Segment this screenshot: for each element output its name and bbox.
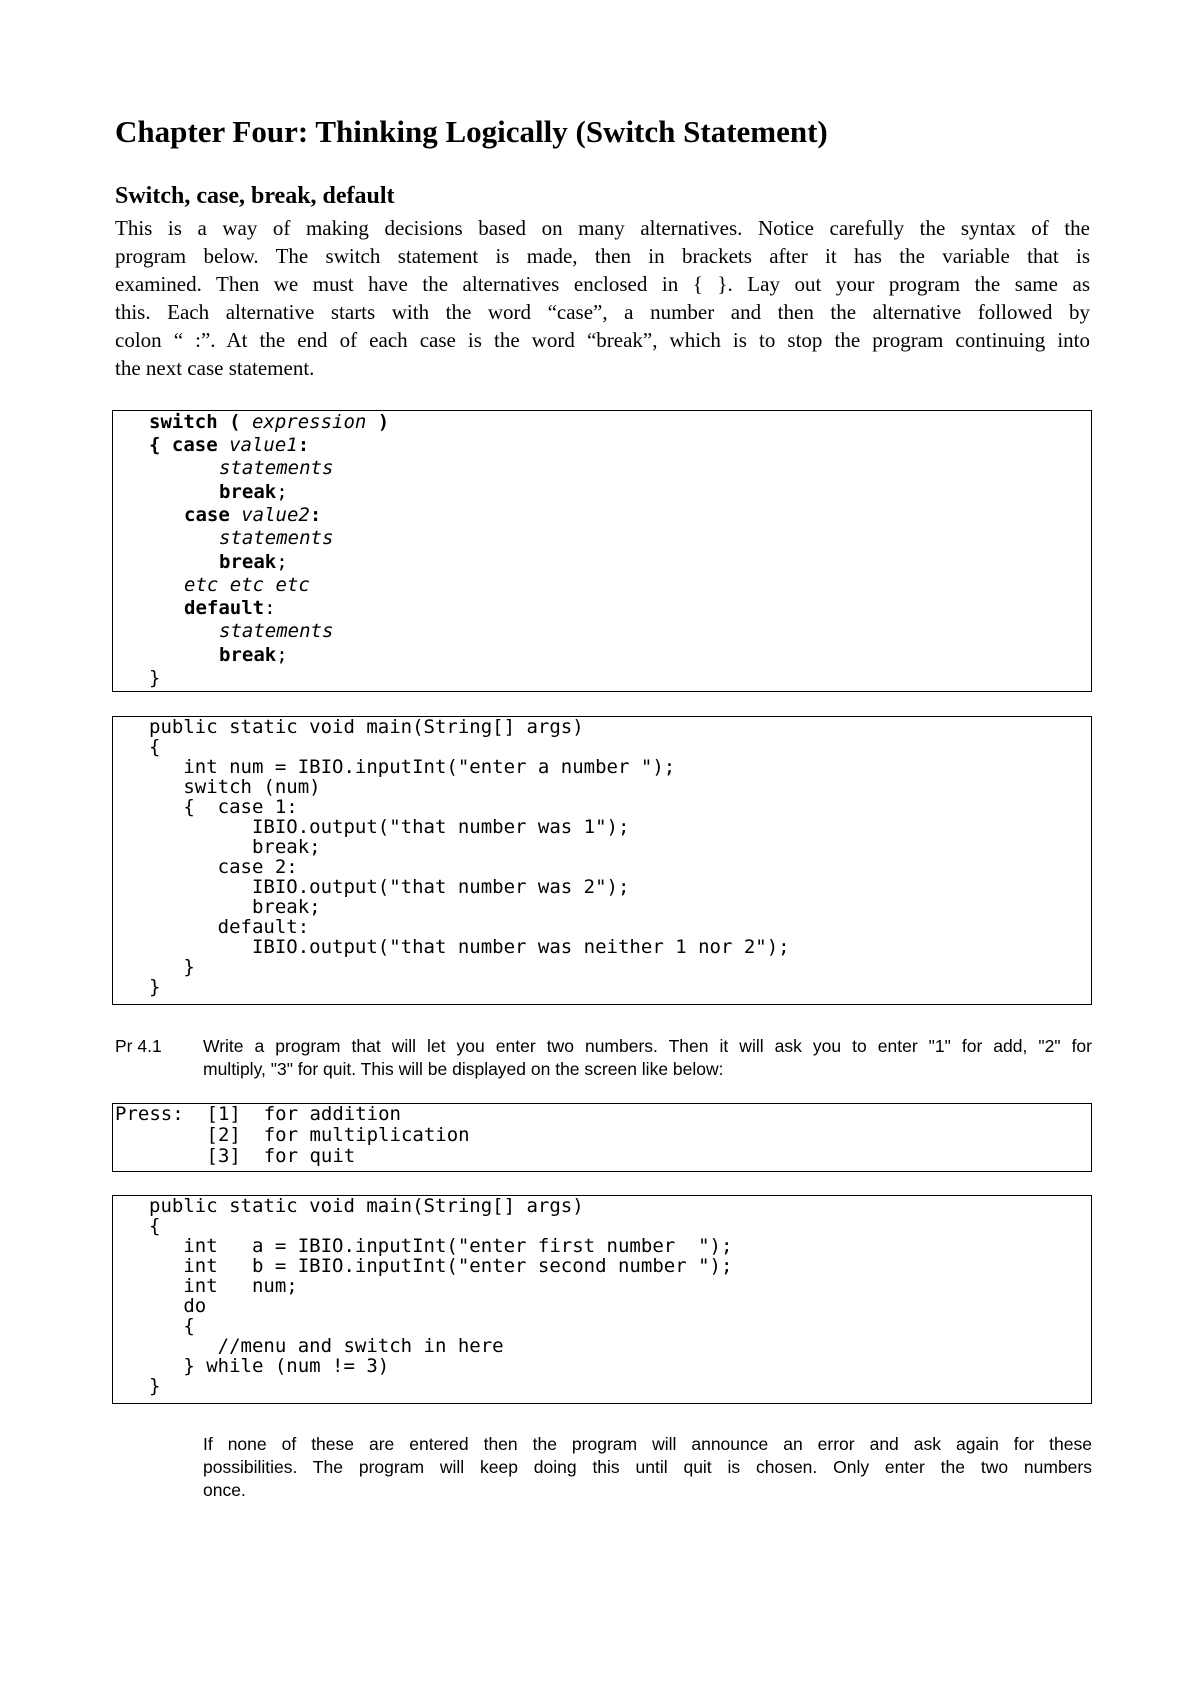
syntax-statements: statements (219, 527, 334, 549)
switch-keyword: switch (149, 411, 218, 433)
code-line: public static void main(String[] args) (149, 1195, 584, 1217)
syntax-case1-line (149, 434, 309, 457)
intro-line: This is a way of making decisions based on many alternatives. Notice carefully the syntax of the (115, 216, 1090, 240)
code-line: int num; (149, 1275, 298, 1297)
code-line: break; (149, 896, 321, 918)
syntax-etc: etc etc etc (184, 574, 310, 596)
code-line: } (149, 1375, 161, 1397)
intro-line: colon “ :”. At the end of each case is the word “break”, which is to stop the program continuing into (115, 328, 1090, 352)
colon: : (264, 597, 276, 619)
code-line: //menu and switch in here (149, 1335, 504, 1357)
case-keyword: case (171, 434, 218, 456)
switch-syntax-box (112, 410, 1092, 692)
starter-code-box (112, 1195, 1092, 1404)
syntax-default-line (184, 597, 276, 620)
code-line: } (149, 956, 195, 978)
break-keyword: break (219, 644, 277, 666)
syntax-case2-line (184, 504, 321, 527)
syntax-break-line (219, 481, 288, 504)
open-paren: ( (217, 411, 252, 433)
code-line: { case 1: (149, 796, 298, 818)
exercise-line: multiply, "3" for quit. This will be displayed on the screen like below: (203, 1059, 724, 1079)
expression-placeholder: expression (251, 411, 367, 433)
code-line: { (149, 1315, 195, 1337)
code-line: IBIO.output("that number was 2"); (149, 876, 630, 898)
menu-display-box (112, 1103, 1092, 1172)
code-line: do (149, 1295, 207, 1317)
break-keyword: break (219, 551, 277, 573)
code-line: default: (149, 916, 310, 938)
code-line: IBIO.output("that number was 1"); (149, 816, 630, 838)
semicolon: ; (276, 481, 288, 503)
menu-line: [3] for quit (115, 1145, 356, 1167)
code-line: } (149, 976, 161, 998)
closing-line: once. (203, 1480, 246, 1500)
exercise-line: Write a program that will let you enter two numbers. Then it will ask you to enter "1" for add, "2" for (203, 1036, 1092, 1056)
default-keyword: default (184, 597, 265, 619)
code-line: case 2: (149, 856, 298, 878)
code-line: break; (149, 836, 321, 858)
case-keyword: case (184, 504, 230, 526)
intro-line: this. Each alternative starts with the word “case”, a number and then the alternative followed by (115, 300, 1090, 324)
colon: : (297, 434, 310, 456)
code-line: { (149, 1215, 161, 1237)
colon: : (309, 504, 322, 526)
closing-line: If none of these are entered then the program will announce an error and ask again for these (203, 1434, 1092, 1454)
semicolon: ; (276, 644, 288, 666)
intro-line: program below. The switch statement is made, then in brackets after it has the variable that is (115, 244, 1090, 268)
code-line: int b = IBIO.inputInt("enter second number "); (149, 1255, 733, 1277)
syntax-break-line (219, 551, 288, 574)
intro-line: the next case statement. (115, 356, 315, 380)
semicolon: ; (276, 551, 288, 573)
value1-placeholder: value1 (217, 434, 298, 456)
code-line: int num = IBIO.inputInt("enter a number "); (149, 756, 676, 778)
break-keyword: break (219, 481, 277, 503)
syntax-break-line (219, 644, 288, 667)
code-line: switch (num) (149, 776, 321, 798)
syntax-close-brace: } (149, 667, 161, 689)
open-brace: { (149, 434, 172, 456)
syntax-switch-line (149, 411, 389, 434)
code-line: int a = IBIO.inputInt("enter first number "); (149, 1235, 733, 1257)
value2-placeholder: value2 (229, 504, 310, 526)
syntax-statements: statements (219, 620, 334, 642)
intro-line: examined. Then we must have the alternatives enclosed in { }. Lay out your program the same as (115, 272, 1090, 296)
menu-line: [2] for multiplication (115, 1124, 470, 1146)
code-line: IBIO.output("that number was neither 1 nor 2"); (149, 936, 790, 958)
closing-line: possibilities. The program will keep doing this until quit is chosen. Only enter the two numbers (203, 1457, 1092, 1477)
code-line: } while (num != 3) (149, 1355, 390, 1377)
code-line: { (149, 736, 161, 758)
syntax-statements: statements (219, 457, 334, 479)
chapter-title: Chapter Four: Thinking Logically (Switch Statement) (115, 114, 828, 149)
menu-line: Press: [1] for addition (115, 1103, 401, 1125)
close-paren: ) (366, 411, 390, 433)
section-heading: Switch, case, break, default (115, 183, 395, 209)
exercise-label: Pr 4.1 (115, 1036, 162, 1056)
example-code-box (112, 716, 1092, 1005)
code-line: public static void main(String[] args) (149, 716, 584, 738)
